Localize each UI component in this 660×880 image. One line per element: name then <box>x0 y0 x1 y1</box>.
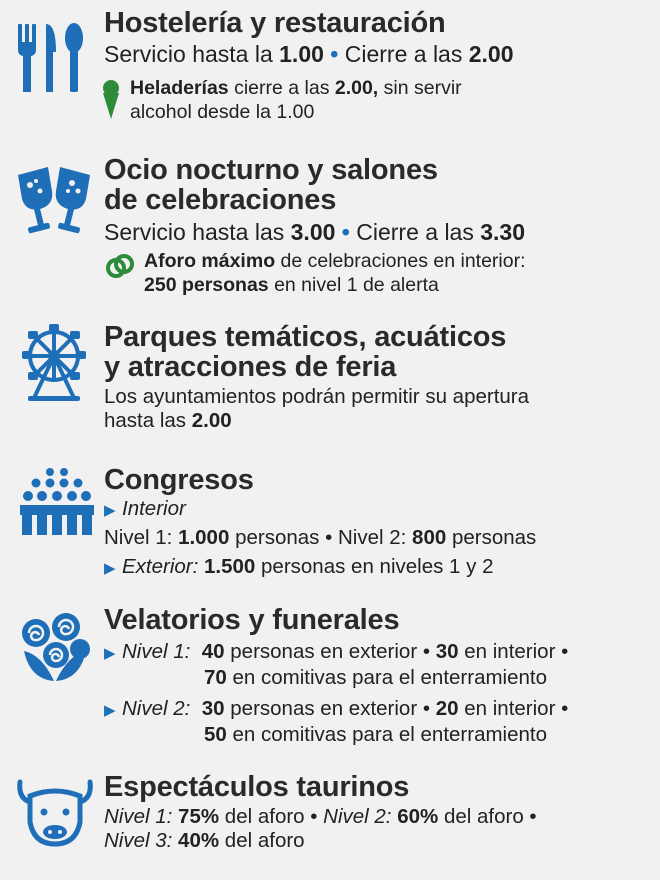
description-line2: hasta las 2.00 <box>104 409 232 432</box>
bullet-dot: • <box>529 805 537 828</box>
bullet-dot: • <box>330 41 339 67</box>
rings-icon <box>104 251 136 283</box>
section-title-line2: y atracciones de feria <box>104 351 397 383</box>
bullet-dot: • <box>422 640 431 663</box>
service-hours: Servicio hasta las 3.00 • Cierre a las 3.30 <box>104 219 525 245</box>
section-velatorios <box>0 605 660 755</box>
sub-note: Aforo máximo de celebraciones en interior: 250 personas en nivel 1 de alerta <box>104 249 650 297</box>
nivel1-row: ▶ Nivel 1: 40 personas en exterior • 30 en interior • <box>104 640 650 666</box>
section-title: Espectáculos taurinos <box>104 771 410 803</box>
section-title: Hostelería y restauración <box>104 7 446 39</box>
audience-icon <box>20 467 94 535</box>
interior-label-row: ▶ Interior <box>104 497 186 520</box>
section-congresos <box>0 465 660 585</box>
sub-note: Heladerías cierre a las 2.00, sin servir alcohol desde la 1.00 <box>104 76 650 124</box>
interior-levels-row: Nivel 1: 1.000 personas • Nivel 2: 800 personas <box>104 526 537 549</box>
section-hosteleria <box>0 8 660 133</box>
section-parques <box>0 322 660 442</box>
nivel3-row: Nivel 3: 40% del aforo <box>104 829 305 852</box>
flowers-icon <box>16 611 94 683</box>
cutlery-icon <box>16 22 94 94</box>
service-hours: Servicio hasta la 1.00 • Cierre a las 2.00 <box>104 41 514 67</box>
bull-icon <box>16 776 94 848</box>
nivel2-row: ▶ Nivel 2: 30 personas en exterior • 20 en interior • <box>104 697 650 723</box>
section-ocio-nocturno <box>0 155 660 305</box>
ferris-wheel-icon <box>14 322 94 402</box>
bullet-dot: • <box>561 697 569 720</box>
bullet-dot: • <box>341 219 350 245</box>
section-title: Velatorios y funerales <box>104 604 400 636</box>
bullet-dot: • <box>422 697 431 720</box>
section-title: Ocio nocturno y salones <box>104 154 438 186</box>
nivel2-row-cont: 50 en comitivas para el enterramiento <box>204 723 547 746</box>
bullet-dot: • <box>325 526 333 549</box>
nivel1-row-cont: 70 en comitivas para el enterramiento <box>204 666 547 689</box>
section-title: Parques temáticos, acuáticos <box>104 321 507 353</box>
toast-glasses-icon <box>14 161 94 237</box>
section-title-line2: de celebraciones <box>104 184 337 216</box>
bullet-dot: • <box>310 805 318 828</box>
ice-cream-icon <box>100 79 122 121</box>
exterior-row: ▶ Exterior: 1.500 personas en niveles 1 y 2 <box>104 555 650 581</box>
section-taurinos <box>0 772 660 872</box>
triangle-bullet-icon: ▶ <box>104 645 116 662</box>
section-title: Congresos <box>104 464 254 496</box>
nivel1-2-row: Nivel 1: 75% del aforo • Nivel 2: 60% del aforo • <box>104 805 537 828</box>
triangle-bullet-icon: ▶ <box>104 560 116 577</box>
triangle-bullet-icon: ▶ <box>104 702 116 719</box>
triangle-bullet-icon: ▶ <box>104 502 116 519</box>
description-line1: Los ayuntamientos podrán permitir su apertura <box>104 385 530 408</box>
bullet-dot: • <box>561 640 569 663</box>
